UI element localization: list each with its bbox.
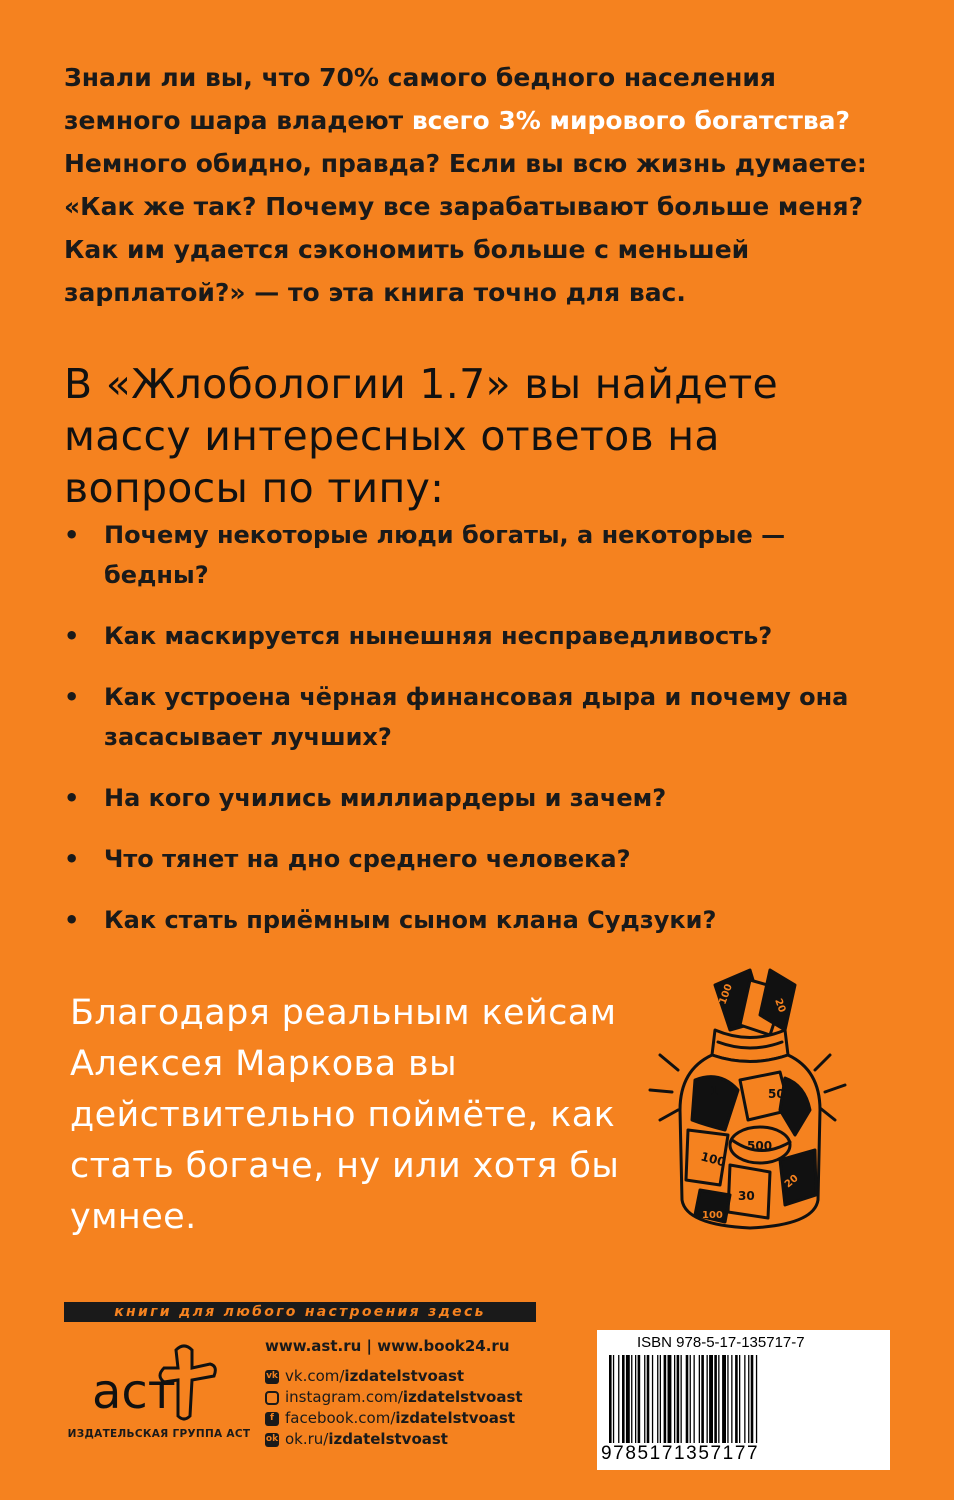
ok-icon: ok	[265, 1433, 279, 1447]
jar-label: 1	[710, 1084, 719, 1098]
instagram-icon	[265, 1391, 279, 1405]
section-heading: В «Жлобологии 1.7» вы найдете массу интересных ответов на вопросы по типу:	[64, 360, 779, 512]
tagline-banner: книги для любого настроения здесь	[64, 1302, 536, 1322]
barcode-icon	[607, 1355, 877, 1443]
social-prefix: facebook.com/	[285, 1409, 396, 1427]
barcode-bar	[677, 1355, 680, 1443]
barcode-bar	[644, 1355, 645, 1443]
intro-text-1: Знали ли вы, что 70% самого бедного населения земного шара владеют	[64, 63, 776, 135]
websites[interactable]: www.ast.ru | www.book24.ru	[265, 1337, 510, 1355]
list-item-text: Как стать приёмным сыном клана Судзуки?	[104, 906, 717, 934]
barcode-bar	[660, 1355, 661, 1443]
barcode-bar	[714, 1355, 717, 1443]
social-link-facebook[interactable]	[265, 1408, 523, 1429]
barcode-bar	[744, 1355, 745, 1443]
logo-text: аст	[92, 1364, 176, 1420]
barcode-bar	[657, 1355, 658, 1443]
barcode-bar	[699, 1355, 700, 1443]
bullet-icon: •	[64, 683, 80, 711]
barcode-bar	[707, 1355, 708, 1443]
intro-highlight: всего 3% мирового богатства?	[411, 106, 851, 135]
barcode-bar	[635, 1355, 636, 1443]
bullet-icon: •	[64, 845, 80, 873]
list-item	[64, 778, 884, 818]
jar-label: 20	[772, 997, 788, 1015]
barcode-bar	[652, 1355, 653, 1443]
money-jar-icon	[620, 960, 880, 1240]
social-handle: izdatelstvoast	[328, 1430, 448, 1448]
barcode-bar	[647, 1355, 650, 1443]
jar-label: 500	[747, 1139, 773, 1153]
closing-paragraph: Благодаря реальным кейсам Алексея Маркова вы действительно поймёте, как стать богаче, ну или хотя бы умнее.	[70, 993, 620, 1237]
list-item-text: Почему некоторые люди богаты, а некоторые — бедны?	[104, 521, 786, 589]
barcode-bar	[735, 1355, 738, 1443]
barcode-bar	[739, 1355, 740, 1443]
social-handle: izdatelstvoast	[344, 1367, 465, 1385]
barcode-bar	[681, 1355, 682, 1443]
barcode-panel	[597, 1330, 890, 1470]
barcode-bar	[613, 1355, 614, 1443]
publisher-name: ИЗДАТЕЛЬСКАЯ ГРУППА АСТ	[67, 1428, 251, 1440]
barcode-bar	[701, 1355, 704, 1443]
social-handle: izdatelstvoast	[402, 1388, 523, 1406]
social-links	[265, 1366, 523, 1450]
barcode-bar	[618, 1355, 619, 1443]
question-list	[64, 515, 884, 961]
social-prefix: vk.com/	[285, 1367, 345, 1385]
social-link-vk[interactable]	[265, 1366, 523, 1387]
bullet-icon: •	[64, 622, 80, 650]
social-handle: izdatelstvoast	[395, 1409, 515, 1427]
vk-icon: vk	[265, 1370, 279, 1384]
intro-paragraph	[64, 56, 894, 314]
intro-text-2: Немного обидно, правда? Если вы всю жизнь думаете: «Как же так? Почему все зарабатывают больше меня? Как им удается сэкономить больше с меньшей зарплатой?» — то эта книга точно для вас.	[64, 149, 867, 307]
list-item	[64, 677, 884, 757]
jar-label: 100	[702, 1210, 723, 1221]
barcode-bar	[694, 1355, 695, 1443]
social-link-ok[interactable]	[265, 1429, 523, 1450]
jar-label: 100	[699, 1149, 728, 1170]
barcode-bar	[638, 1355, 641, 1443]
barcode-bar	[668, 1355, 672, 1443]
list-item	[64, 515, 884, 595]
social-prefix: ok.ru/	[285, 1430, 329, 1448]
barcode-bar	[748, 1355, 749, 1443]
list-item	[64, 839, 884, 879]
barcode-bar	[731, 1355, 732, 1443]
barcode-bar	[609, 1355, 612, 1443]
barcode-bar	[674, 1355, 675, 1443]
jar-label: 20	[782, 1172, 801, 1191]
barcode-bar	[664, 1355, 667, 1443]
barcode-bar	[690, 1355, 691, 1443]
list-item-text: Как маскируется нынешняя несправедливость?	[104, 622, 773, 650]
ast-logo-icon	[88, 1342, 222, 1422]
list-item-text: На кого учились миллиардеры и зачем?	[104, 784, 667, 812]
barcode-bar	[722, 1355, 726, 1443]
barcode-bar	[718, 1355, 719, 1443]
jar-label: 30	[738, 1189, 755, 1203]
social-prefix: instagram.com/	[285, 1388, 403, 1406]
bullet-icon: •	[64, 521, 80, 549]
list-item-text: Как устроена чёрная финансовая дыра и почему она засасывает лучших?	[104, 683, 849, 751]
barcode-bar	[756, 1355, 757, 1443]
barcode-bar	[622, 1355, 625, 1443]
barcode-bar	[709, 1355, 713, 1443]
barcode-bar	[626, 1355, 630, 1443]
barcode-bar	[727, 1355, 728, 1443]
list-item-text: Что тянет на дно среднего человека?	[104, 845, 631, 873]
bullet-icon: •	[64, 906, 80, 934]
barcode-number: 9785171357177	[601, 1443, 760, 1464]
social-link-instagram[interactable]	[265, 1387, 523, 1408]
list-item	[64, 616, 884, 656]
barcode-bar	[686, 1355, 689, 1443]
jar-label: 100	[717, 982, 735, 1007]
barcode-bar	[751, 1355, 754, 1443]
jar-label: 50	[768, 1087, 785, 1101]
list-item	[64, 900, 884, 940]
isbn-text: ISBN 978-5-17-135717-7	[637, 1334, 805, 1351]
barcode-bar	[631, 1355, 632, 1443]
facebook-icon: f	[265, 1412, 279, 1426]
bullet-icon: •	[64, 784, 80, 812]
